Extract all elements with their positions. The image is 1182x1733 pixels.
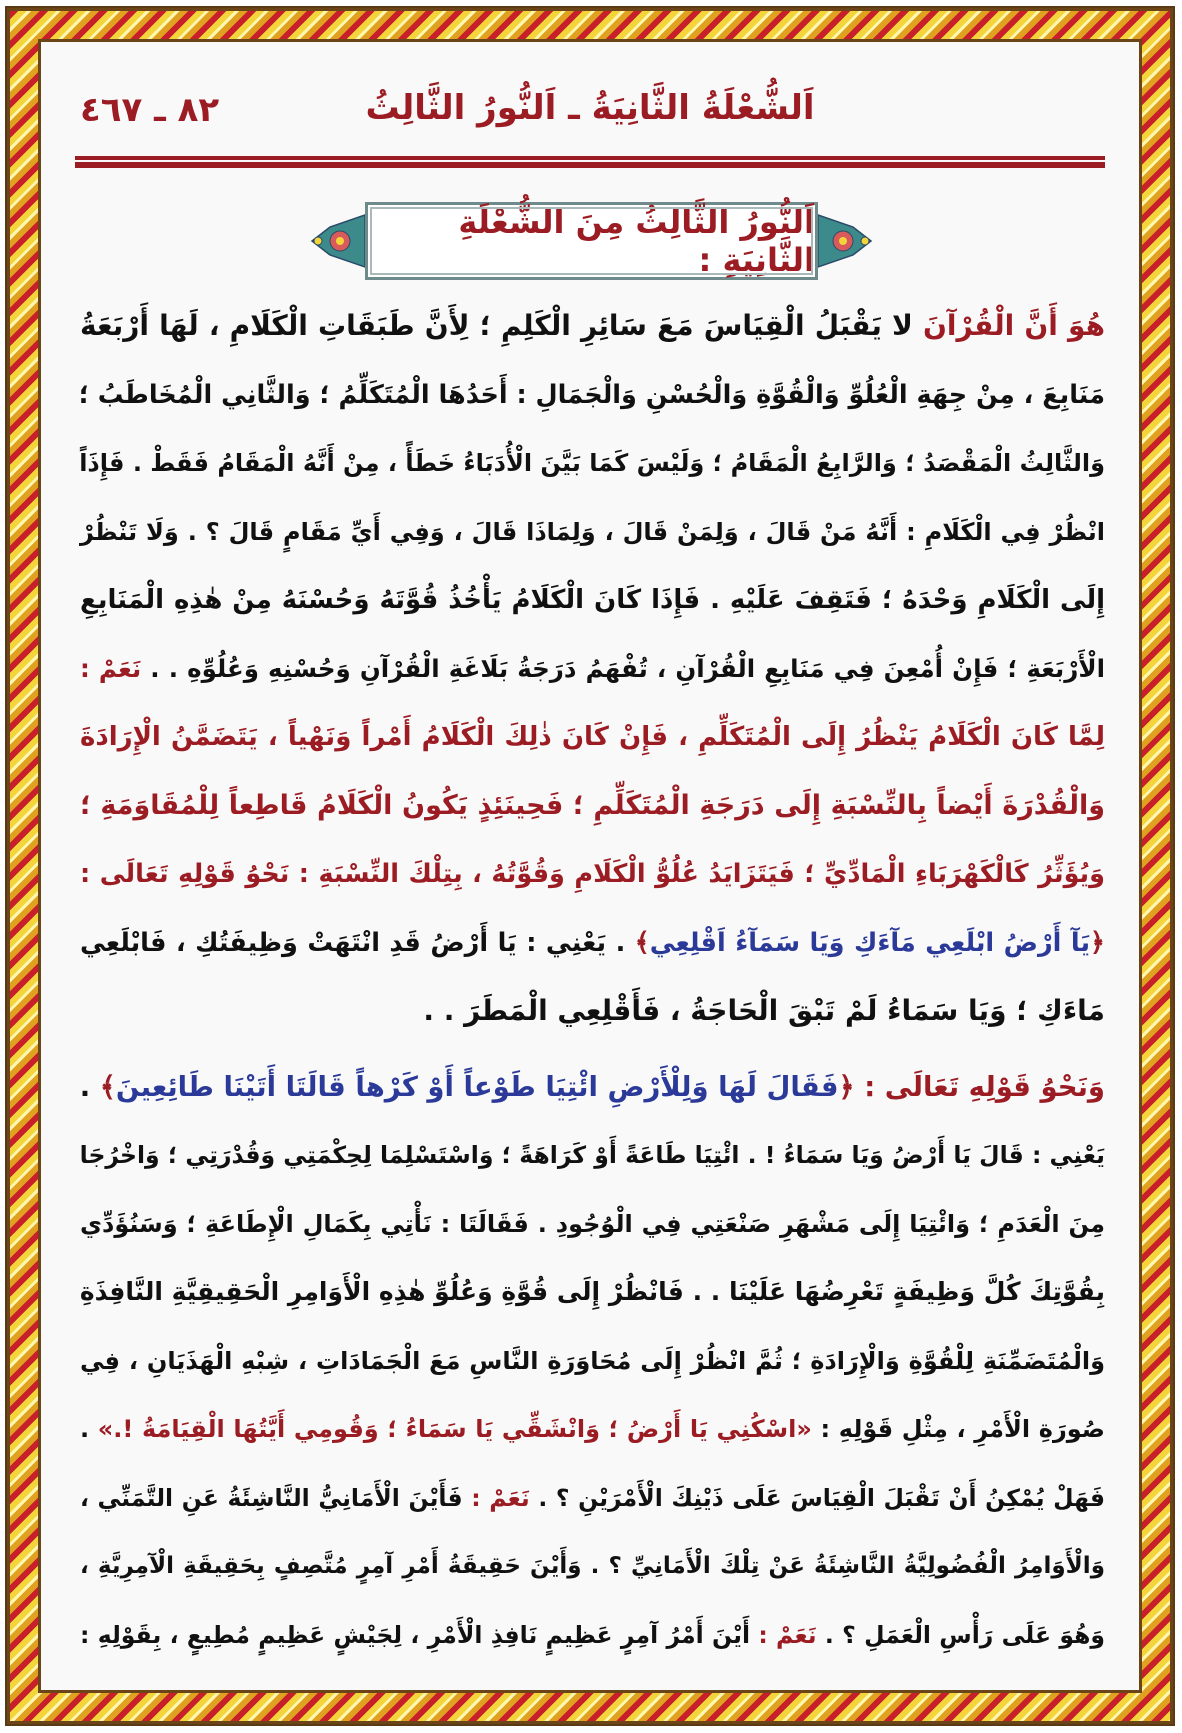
text-segment: يَعْنِي : قَالَ يَا أَرْضُ وَيَا سَمَاءُ ! . ائْتِيَا طَاعَةً أَوْ كَرَاهَةً ؛ وَاسْتَسْلِمَا لِحِكْمَتِي وَقُدْرَتِي ؛ وَاخْرُجَا [79,1141,1105,1169]
text-line [80,703,1105,772]
text-line [80,1395,1105,1464]
highlighted-text: هُوَ أَنَّ الْقُرْآنَ [923,309,1106,342]
header-rule-thick [75,162,1105,168]
header-rule-thin [75,156,1105,160]
highlighted-text: نَعَمْ : [471,1483,530,1512]
ornament-left-icon [310,213,365,269]
text-line [80,635,1105,704]
text-segment: مِنَ الْعَدَمِ ؛ وَائْتِيَا إِلَى مَشْهَرِ صَنْعَتِي فِي الْوُجُودِ . فَقَالَتَا : نَأْتِي بِكَمَالِ الْإِطَاعَةِ ؛ وَسَنُؤَدِّي [80,1209,1105,1238]
text-line [80,1190,1105,1259]
text-segment: وَالْأَوَامِرُ الْفُضُولِيَّةُ النَّاشِئَةُ عَنْ تِلْكَ الْأَمَانِيِّ ؟ . وَأَيْنَ حَقِيقَةُ أَمْرِ آمِرٍ مُتَّصِفٍ بِحَقِيقَةِ الْآمِرِيَّةِ ، [80,1553,1105,1579]
text-segment: إِلَى الْكَلَامِ وَحْدَهُ ؛ فَتَقِفَ عَلَيْهِ . فَإِذَا كَانَ الْكَلَامُ يَأْخُذُ قُوَّتَهُ وَحُسْنَهُ مِنْ هٰذِهِ الْمَنَابِعِ [80,585,1105,615]
text-segment: مَنَابِعَ ، مِنْ جِهَةِ الْعُلُوِّ وَالْقُوَّةِ وَالْحُسْنِ وَالْجَمَالِ : أَحَدُهَا الْمُتَكَلِّمُ ؛ وَالثَّانِي الْمُخَاطَبُ ؛ [78,379,1105,410]
text-line [80,429,1105,498]
text-segment: انْظُرْ فِي الْكَلَامِ : أَنَّهُ مَنْ قَالَ ، وَلِمَنْ قَالَ ، وَلِمَاذَا قَالَ ، وَفِي أَيِّ مَقَامٍ قَالَ ؟ . وَلَا تَنْظُرْ [80,517,1105,546]
text-line [80,1258,1105,1327]
highlighted-text: ﴾ [634,927,650,958]
text-segment: مَاءَكِ ؛ وَيَا سَمَاءُ لَمْ تَبْقَ الْحَاجَةُ ، فَأَقْلِعِي الْمَطَرَ . . [423,994,1105,1027]
text-segment: فَهَلْ يُمْكِنُ أَنْ تَقْبَلَ الْقِيَاسَ عَلَى ذَيْنِكَ الْأَمْرَيْنِ ؟ . [529,1483,1106,1512]
text-segment: فَأَيْنَ الْأَمَانِيُّ النَّاشِئَةُ عَنِ التَّمَنِّي ، [80,1483,472,1512]
highlighted-text: «اسْكُنِي يَا أَرْضُ ؛ وَانْشَقِّي يَا سَمَاءُ ؛ وَقُومِي أَيَّتُهَا الْقِيَامَةُ !.» [97,1415,812,1443]
quran-verse: يَآ أَرْضُ ابْلَعِي مَآءَكِ وَيَا سَمَآءُ اَقْلِعِي [649,927,1091,958]
quran-verse: فَقَالَ لَهَا وَلِلْأَرْضِ ائْتِيَا طَوْعاً أَوْ كَرْهاً قَالَتَا أَتَيْنَا طَائِعِينَ [115,1070,839,1103]
highlighted-text: ﴿ [1090,927,1105,958]
text-segment: . [79,1070,100,1103]
text-line [80,566,1105,635]
text-segment: وَالْمُتَضَمِّنَةِ لِلْقُوَّةِ وَالْإِرَادَةِ ؛ ثُمَّ انْظُرْ إِلَى مُحَاوَرَةِ النَّاسِ مَعَ الْجَمَادَاتِ ، شِبْهِ الْهَذَيَانِ ، فِي [80,1346,1105,1375]
text-line [80,1601,1105,1670]
text-segment: وَهُوَ عَلَى رَأْسِ الْعَمَلِ ؟ . [816,1620,1105,1649]
text-segment: . [80,1415,98,1443]
highlighted-text: وَيُؤَثِّرُ كَالْكَهْرَبَاءِ الْمَادِّيِّ ؛ فَيَتَزَايَدُ عُلُوُّ الْكَلَامِ وَقُوَّتُهُ ، بِتِلْكَ النِّسْبَةِ : نَحْوُ قَوْلِهِ تَعَالَى : [80,859,1105,889]
highlighted-text: نَعَمْ : [758,1620,817,1649]
highlighted-text: ﴾ [99,1070,116,1103]
text-segment: الْأَرْبَعَةِ ؛ فَإِنْ أُمْعِنَ فِي مَنَابِعِ الْقُرْآنِ ، تُفْهَمُ دَرَجَةُ بَلَاغَةِ الْقُرْآنِ وَحُسْنِهِ وَعُلُوِّهِ . . [141,653,1106,683]
page-number: ٨٢ ـ ٤٦٧ [80,90,220,130]
text-line [80,361,1105,430]
highlighted-text: نَعَمْ : [80,653,142,683]
highlighted-text: وَالْقُدْرَةَ أَيْضاً بِالنِّسْبَةِ إِلَى دَرَجَةِ الْمُتَكَلِّمِ ؛ فَحِينَئِذٍ يَكُونُ الْكَلَامُ قَاطِعاً لِلْمُقَاوَمَةِ ؛ [80,789,1105,821]
text-line [80,498,1105,567]
text-line [80,909,1105,978]
running-header-title: اَلشُّعْلَةُ الثَّانِيَةُ ـ اَلنُّورُ الثَّالِثُ [365,88,815,128]
text-line [80,772,1105,841]
text-segment: وَالثَّالِثُ الْمَقْصَدُ ؛ وَالرَّابِعُ الْمَقَامُ ؛ وَلَيْسَ كَمَا بَيَّنَ الْأُدَبَاءُ خَطَأً ، مِنْ أَنَّهُ الْمَقَامُ فَقَطْ . فَإِذَاً [79,449,1105,477]
ornament-right-icon [818,213,873,269]
text-line [80,1121,1105,1190]
body-text [80,292,1105,1669]
text-segment: . يَعْنِي : يَا أَرْضُ قَدِ انْتَهَتْ وَظِيفَتُكِ ، فَابْلَعِي [80,927,635,958]
highlighted-text: وَنَحْوُ قَوْلِهِ تَعَالَى : ﴿ [838,1070,1105,1103]
text-segment: أَيْنَ أَمْرُ آمِرٍ عَظِيمٍ نَافِذِ الْأَمْرِ ، لِجَيْشٍ عَظِيمٍ مُطِيعٍ ، بِقَوْلِهِ : [80,1620,759,1649]
text-segment: بِقُوَّتِكَ كُلَّ وَظِيفَةٍ تَعْرِضُهَا عَلَيْنَا . . فَانْظُرْ إِلَى قُوَّةِ وَعُلُوِّ هٰذِهِ الْأَوَامِرِ الْحَقِيقِيَّةِ النَّافِذَةِ [79,1277,1105,1306]
text-line [80,840,1105,909]
text-segment: صُورَةِ الْأَمْرِ ، مِثْلِ قَوْلِهِ : [811,1415,1105,1443]
text-line [80,1327,1105,1396]
text-segment: لا يَقْبَلُ الْقِيَاسَ مَعَ سَائِرِ الْكَلِمِ ؛ لِأَنَّ طَبَقَاتِ الْكَلَامِ ، لَهَا أَرْبَعَةُ [80,309,924,342]
text-line [80,1532,1105,1601]
highlighted-text: لِمَّا كَانَ الْكَلَامُ يَنْظُرُ إِلَى الْمُتَكَلِّمِ ، فَإِنْ كَانَ ذٰلِكَ الْكَلَامُ أَمْراً وَنَهْياً ، يَتَضَمَّنُ الْإِرَادَةَ [80,722,1105,752]
text-line [80,977,1105,1046]
text-line [80,1053,1105,1122]
text-line [80,292,1105,361]
text-line [80,1464,1105,1533]
section-title-box [365,202,818,280]
section-title: اَلنُّورُ الثَّالِثُ مِنَ الشُّعْلَةِ الثَّانِيَةِ : [458,203,815,279]
